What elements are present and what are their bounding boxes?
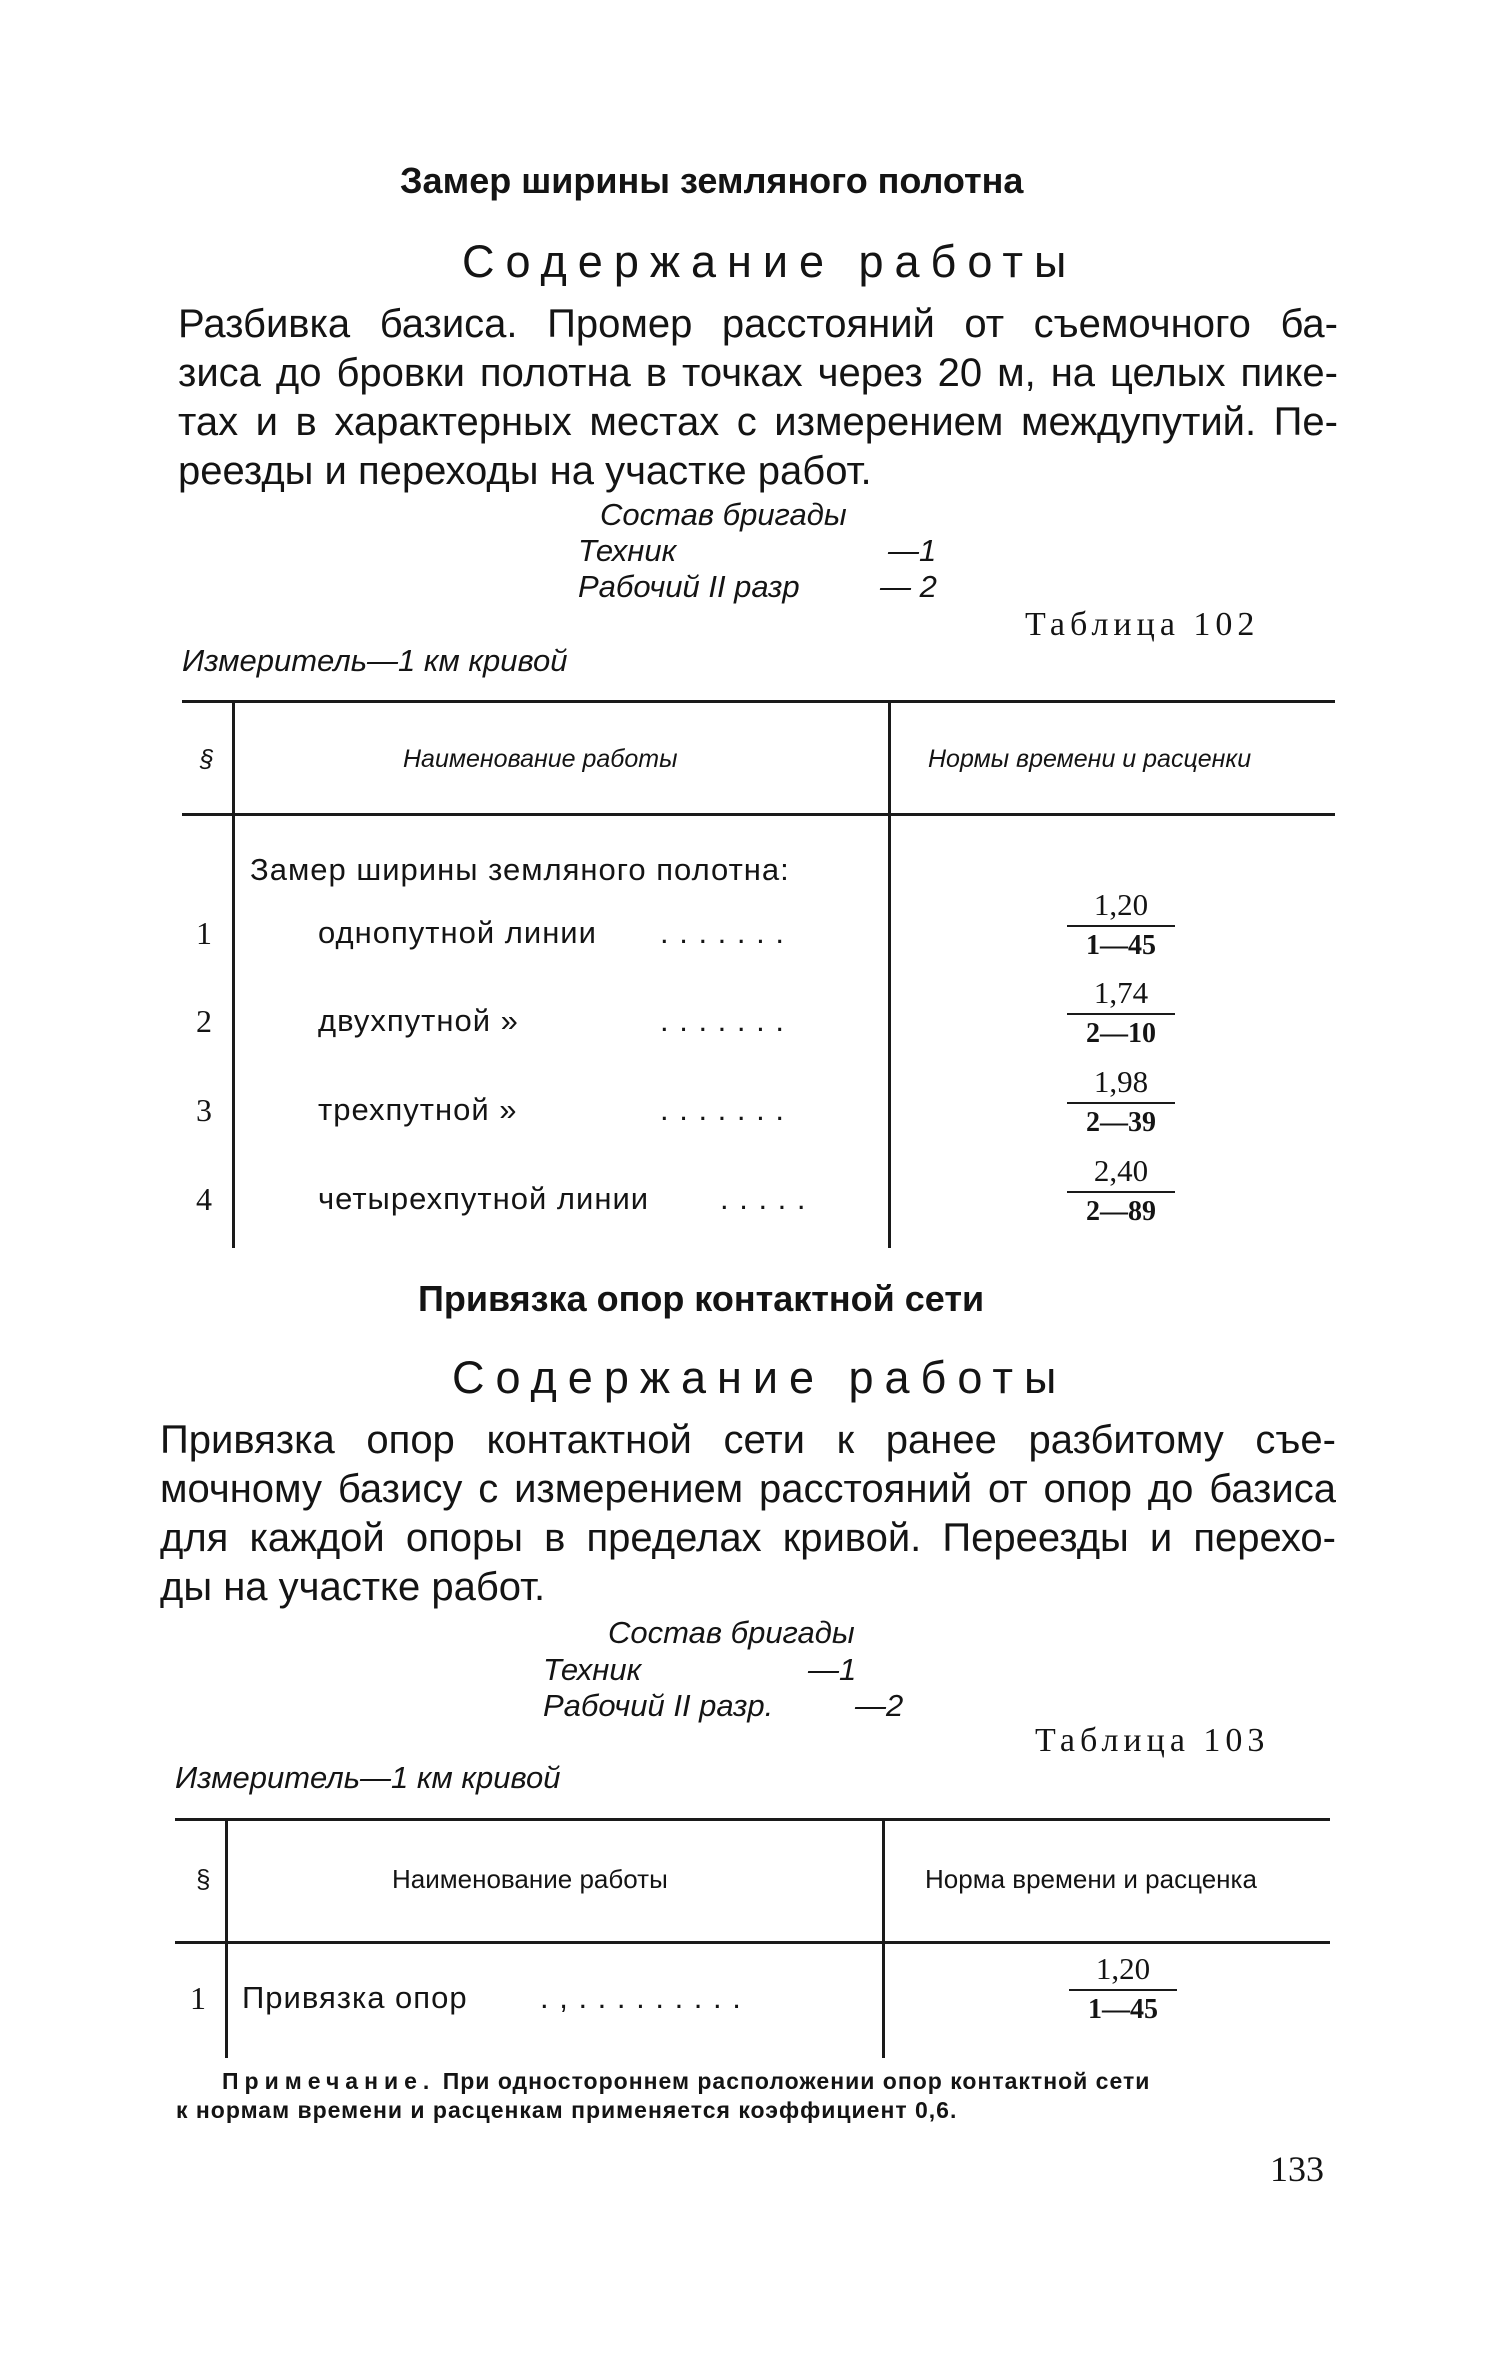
section1-title: Замер ширины земляного полотна [400,160,1024,201]
footnote-line2: к нормам времени и расценкам применяется коэффициент 0,6. [176,2097,958,2123]
table-102-row-name: четырехпутной линии [318,1181,650,1216]
rate: 2—39 [1086,1107,1156,1138]
time-norm: 2,40 [1093,1153,1149,1188]
table-102-row-norm [1061,888,1181,962]
section1-crew-member2-name: Рабочий II разр [578,569,800,604]
rate: 1—45 [1086,930,1156,961]
table-102-row-norm [1061,1065,1181,1139]
table-102-col-name: Наименование работы [403,745,678,773]
section1-crew-member1-name: Техник [578,533,677,568]
table-102-row-norm [1061,1154,1181,1228]
table-102-row-dots: . . . . . . . [660,915,785,950]
table-102-row-name: трехпутной » [318,1092,518,1127]
section2-paragraph-line: мочному базису с измерением расстояний от опор до базиса [160,1467,1336,1511]
section1-paragraph-line: зиса до бровки полотна в точках через 20 м, на целых пике- [178,351,1338,395]
table-102-row-dots: . . . . . . . [660,1092,785,1127]
footnote-line1 [222,2068,1150,2095]
section1-content-heading: Содержание работы [462,236,1078,287]
table-102-label: Таблица 102 [1025,606,1260,643]
time-norm: 1,74 [1093,975,1149,1010]
section1-paragraph [178,300,1338,496]
section2-crew-member1-name: Техник [543,1652,642,1687]
section2-crew-heading: Состав бригады [608,1615,855,1650]
section2-crew-member2-name: Рабочий II разр. [543,1688,774,1723]
table-103-row-name: Привязка опор [242,1980,468,2015]
section2-crew-member1-count: —1 [808,1652,857,1687]
fraction-bar [1069,1989,1177,1991]
table-103-col-norms: Норма времени и расценка [925,1864,1257,1894]
table-103-top-rule [175,1818,1330,1821]
time-norm: 1,20 [1093,887,1149,922]
section1-crew-heading: Состав бригады [600,497,847,532]
section2-paragraph-line: Привязка опор контактной сети к ранее разбитому съе- [160,1418,1336,1462]
table-103-col-divider [882,1818,885,2058]
table-102-col-divider [888,700,891,1248]
footnote-text: При одностороннем расположении опор контактной сети [442,2068,1151,2094]
time-norm: 1,20 [1095,1951,1151,1986]
fraction-bar [1067,1013,1175,1015]
section2-content-heading: Содержание работы [452,1352,1068,1403]
table-103-row-dots: . , . . . . . . . . . [540,1980,742,2015]
rate: 2—10 [1086,1018,1156,1049]
page-number: 133 [1270,2149,1324,2189]
table-102-col-section: § [200,745,214,773]
table-102-row-dots: . . . . . [720,1181,807,1216]
section1-paragraph-line: реезды и переходы на участке работ. [178,449,872,493]
rate: 1—45 [1088,1994,1158,2025]
table-103-row-number: 1 [190,1980,206,2016]
footnote-label: Примечание. [222,2068,436,2094]
table-102-row-number: 3 [196,1092,212,1128]
section2-measure: Измеритель—1 км кривой [175,1760,561,1795]
fraction-bar [1067,925,1175,927]
table-102-row-name: двухпутной » [318,1003,519,1038]
section2-paragraph-line: для каждой опоры в пределах кривой. Переезды и перехо- [160,1516,1336,1560]
section1-paragraph-line: Разбивка базиса. Промер расстояний от съемочного ба- [178,302,1338,346]
section1-crew-member2-count: — 2 [880,569,937,604]
table-102-header-rule [182,813,1335,816]
table-102-row-norm [1061,976,1181,1050]
table-103-col-name: Наименование работы [392,1864,668,1894]
section2-title: Привязка опор контактной сети [418,1278,985,1319]
section1-paragraph-line: тах и в характерных местах с измерением междупутий. Пе- [178,400,1338,444]
fraction-bar [1067,1191,1175,1193]
table-103-col-section: § [196,1864,211,1894]
table-103-row-norm [1063,1952,1183,2026]
section2-crew-member2-count: —2 [855,1688,904,1723]
table-103-col-divider [225,1818,228,2058]
table-103-header-rule [175,1941,1330,1944]
fraction-bar [1067,1102,1175,1104]
table-103-label: Таблица 103 [1035,1722,1270,1759]
table-102-group-title: Замер ширины земляного полотна: [250,852,790,887]
table-102-col-divider [232,700,235,1248]
table-102-row-number: 1 [196,915,212,951]
table-102-row-name: однопутной линии [318,915,597,950]
section2-paragraph [160,1416,1336,1612]
table-102-col-norms: Нормы времени и расценки [928,745,1252,773]
time-norm: 1,98 [1093,1064,1149,1099]
table-102-top-rule [182,700,1335,703]
table-102-row-dots: . . . . . . . [660,1003,785,1038]
rate: 2—89 [1086,1196,1156,1227]
table-102-row-number: 4 [196,1181,212,1217]
table-102-row-number: 2 [196,1003,212,1039]
section1-measure: Измеритель—1 км кривой [182,643,568,678]
section2-paragraph-line: ды на участке работ. [160,1565,546,1609]
section1-crew-member1-count: —1 [888,533,937,568]
